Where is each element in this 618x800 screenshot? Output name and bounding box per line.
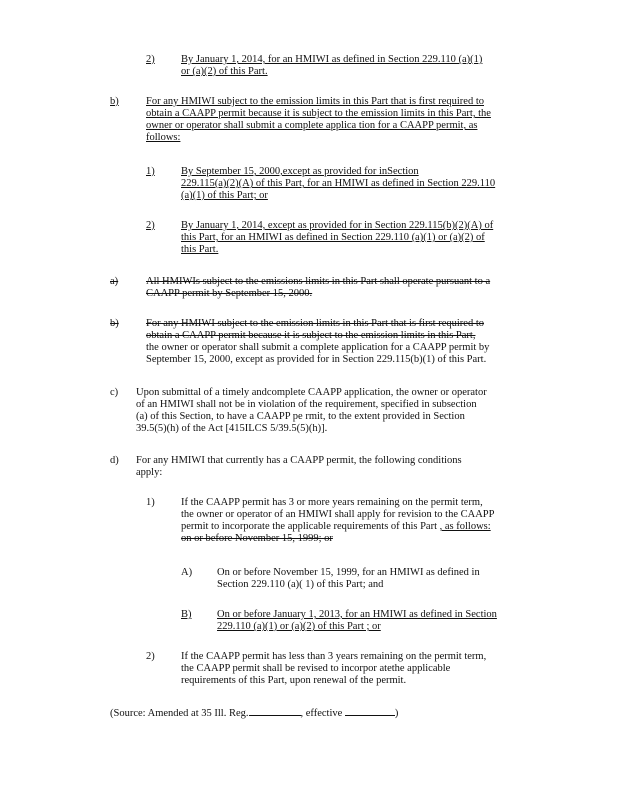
- paragraph-label: b): [110, 318, 119, 329]
- item-label: 1): [146, 497, 155, 508]
- paragraph-b-deleted: For any HMIWI subject to the emission limits in this Part that is first required to obtain a CAAPP permit because it is subject to the emission limits in this Part, the owner or operator shall submit a complete application for a CAAPP permit by September 15, 2000, except as provided for in Section 229.115(b)(1) of this Part.: [146, 318, 490, 365]
- paragraph-label: d): [110, 455, 119, 466]
- item-label: 1): [146, 166, 155, 177]
- subitem-a: On or before November 15, 1999, for an HMIWI as defined in Section 229.110 (a)( 1) of this Part; and: [217, 567, 480, 590]
- register-blank: [249, 706, 301, 716]
- item-label: 2): [146, 220, 155, 231]
- paragraph-b-item-2: By January 1, 2014, except as provided for in Section 229.115(b)(2)(A) of this Part, for an HMIWI as defined in Section 229.110 (a)(1) or (a)(2) of this Part.: [181, 220, 494, 255]
- paragraph-label: c): [110, 387, 119, 398]
- paragraph-c: Upon submittal of a timely andcomplete CAAPP application, the owner or operator of an HMIWI shall not be in violation of the requirement, specified in subsection (a) of this Section, to have a CAAPP pe rmit, to the extent provided in Section 39.5(5)(h) of the Act [415ILCS 5/39.5(5)(h)].: [136, 387, 487, 434]
- subitem-label: A): [181, 567, 193, 578]
- effective-date-blank: [345, 706, 395, 716]
- paragraph-b-new: For any HMIWI subject to the emission limits in this Part that is first required to obtain a CAAPP permit because it is subject to the emission limits in this Part, the owner or operator shall submit a complete applica tion for a CAAPP permit, as follows:: [146, 96, 491, 143]
- paragraph-b-item-1: By September 15, 2000,except as provided for inSection 229.115(a)(2)(A) of this Part, for an HMIWI as defined in Section 229.110 (a)(1) of this Part; or: [181, 166, 496, 201]
- subitem-label: B): [181, 609, 192, 620]
- item-label: 2): [146, 54, 155, 65]
- subitem-b: On or before January 1, 2013, for an HMIWI as defined in Section 229.110 (a)(1) or (a)(2) of this Part ; or: [217, 609, 497, 632]
- source-note: (Source: Amended at 35 Ill. Reg. , effective ): [110, 708, 399, 719]
- paragraph-label: a): [110, 276, 119, 287]
- paragraph-d: For any HMIWI that currently has a CAAPP permit, the following conditions apply:: [136, 455, 462, 478]
- paragraph-d-item-2: If the CAAPP permit has less than 3 years remaining on the permit term, the CAAPP permit shall be revised to incorpor atethe applicable requirements of this Part, upon renewal of the permit.: [181, 651, 487, 686]
- paragraph-d-item-1: If the CAAPP permit has 3 or more years remaining on the permit term, the owner or operator of an HMIWI shall apply for revision to the CAAPP permit to incorporate the applicable requirements of this Part , as follows: on or before November 15, 1999; or: [181, 497, 495, 544]
- item-label: 2): [146, 651, 155, 662]
- paragraph-a-deleted: All HMIWIs subject to the emissions limits in this Part shall operate pursuant to a CAAPP permit by September 15, 2000.: [146, 276, 491, 299]
- prior-item-2-text: By January 1, 2014, for an HMIWI as defined in Section 229.110 (a)(1) or (a)(2) of this Part.: [181, 54, 483, 77]
- paragraph-label: b): [110, 96, 119, 107]
